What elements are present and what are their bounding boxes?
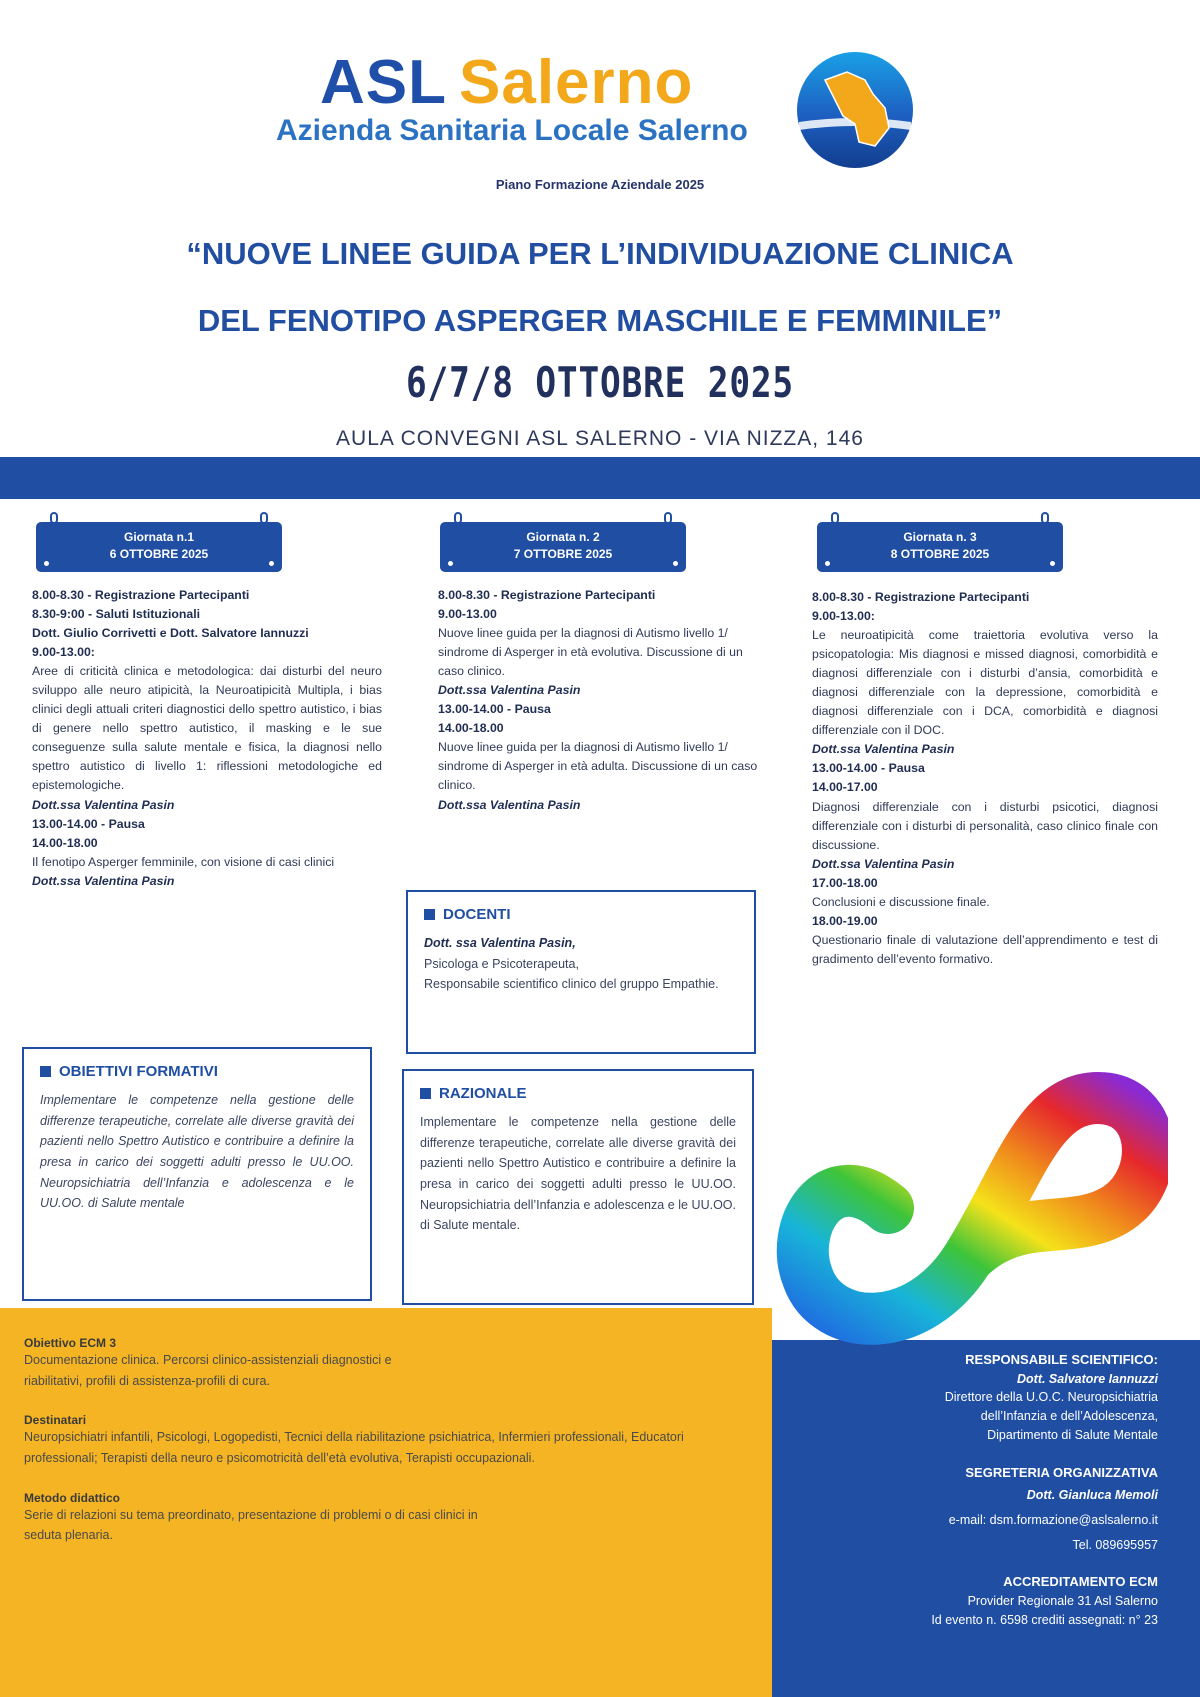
docenti-title: DOCENTI (443, 906, 511, 923)
day3-program-line: Le neuroatipicità come traiettoria evolutiva verso la psicopatologia: Mis diagnosi e missed diagnosi, comorbidità e diagnosi differenziale con i disturbi d’ansia, comorbidità e diagnosi differenziale con la depressione, comorbidità e diagnosi differenziale con i DCA, comorbidità e diagnosi differenziale con il DOC. (812, 628, 1158, 738)
day1-program-line: 13.00-14.00 - Pausa (32, 816, 145, 831)
day3-program-line: Conclusioni e discussione finale. (812, 894, 990, 909)
day2-date: 7 OTTOBRE 2025 (513, 546, 613, 561)
docenti-box (406, 890, 756, 1054)
day1-date: 6 OTTOBRE 2025 (109, 546, 209, 561)
logo-wordmark (320, 48, 694, 117)
segreteria-title: SEGRETERIA ORGANIZZATIVA (965, 1464, 1158, 1480)
day1-program-line: Dott.ssa Valentina Pasin (32, 873, 175, 888)
day1-program-line: Dott. Giulio Corrivetti e Dott. Salvatore Iannuzzi (32, 626, 309, 641)
day2-label: Giornata n. 2 (526, 530, 600, 544)
day3-program-line: Questionario finale di valutazione dell’apprendimento e test di gradimento dell’evento formativo. (812, 932, 1158, 966)
day1-label: Giornata n.1 (123, 530, 194, 544)
asl-logo (270, 48, 930, 158)
day1-program-line: Aree di criticità clinica e metodologica: dai disturbi del neuro sviluppo alle neuro atipicità, la Neuroatipicità Multipla, i bias clinici degli attuali criteri diagnostici dello spettro autistico, i bias di genere nello spettro autistico, il masking e le sue conseguenze sulla salute mentale e fisica, la diagnosi nello spettro autistico di livello 1: riflessioni metodologiche ed epistemologiche. (32, 664, 382, 793)
day3-program-line: Dott.ssa Valentina Pasin (812, 742, 955, 757)
ecm-info-panel (0, 1308, 772, 1697)
day3-date: 8 OTTOBRE 2025 (890, 546, 990, 561)
docenti-name: Dott. ssa Valentina Pasin, (424, 936, 576, 950)
day3-program-line: Diagnosi differenziale con i disturbi psicotici, diagnosi differenziale con i disturbi di personalità, caso clinico finale con discussione. (812, 799, 1158, 852)
event-venue: AULA CONVEGNI ASL SALERNO - VIA NIZZA, 146 (336, 427, 864, 450)
destinatari-title: Destinatari (24, 1413, 87, 1428)
square-bullet-icon (40, 1066, 51, 1077)
responsabile-role3: Dipartimento di Salute Mentale (987, 1427, 1158, 1442)
responsabile-name: Dott. Salvatore Iannuzzi (1017, 1371, 1158, 1386)
day2-program-line: 8.00-8.30 - Registrazione Partecipanti (438, 588, 656, 602)
razionale-box (402, 1069, 754, 1305)
obiettivi-title: OBIETTIVI FORMATIVI (59, 1063, 218, 1080)
docenti-desc: Responsabile scientifico clinico del gruppo Empathie. (424, 977, 719, 992)
day3-program (812, 588, 1158, 969)
obiettivi-box (22, 1047, 372, 1301)
logo-subtitle: Azienda Sanitaria Locale Salerno (276, 114, 748, 147)
destinatari-text: Neuropsichiatri infantili, Psicologi, Logopedisti, Tecnici della riabilitazione psichiatrica, Infermieri professionali, Educatori professionali; Terapisti della neuro e psicomotricità dell’età evolutiva, Terapisti occupazionali. (24, 1430, 684, 1465)
docenti-heading (424, 906, 738, 923)
day2-program-line: Nuove linee guida per la diagnosi di Autismo livello 1/ sindrome di Asperger in età adulta. Discussione di un caso clinico. (438, 740, 758, 793)
logo-asl-text: ASL (320, 48, 447, 117)
event-dates: 6/7/8 OTTOBRE 2025 (406, 358, 794, 407)
accreditamento-evento: Id evento n. 6598 crediti assegnati: n° 23 (931, 1612, 1158, 1627)
square-bullet-icon (420, 1088, 431, 1099)
day3-program-line: 8.00-8.30 - Registrazione Partecipanti (812, 590, 1030, 604)
responsabile-role2: dell’Infanzia e dell’Adolescenza, (980, 1409, 1158, 1423)
day2-program-line: 9.00-13.00 (438, 607, 497, 622)
obiettivi-heading (40, 1063, 354, 1080)
day2-header (440, 522, 686, 572)
responsabile-role1: Direttore della U.O.C. Neuropsichiatria (944, 1390, 1158, 1405)
segreteria-name: Dott. Gianluca Memoli (1026, 1488, 1158, 1502)
accreditamento-provider: Provider Regionale 31 Asl Salerno (967, 1593, 1158, 1608)
salerno-map-globe-icon (795, 50, 915, 170)
day2-program-line: Nuove linee guida per la diagnosi di Autismo livello 1/ sindrome di Asperger in età evolutiva. Discussione di un caso clinico. (438, 626, 743, 679)
day1-program-line: 9.00-13.00: (32, 645, 95, 660)
day3-program-line: 13.00-14.00 - Pausa (812, 761, 925, 776)
obiettivi-text: Implementare le competenze nella gestione delle differenze terapeutiche, correlate alle diverse gravità dei pazienti nello Spettro Autistico e contribuire a definire la presa in carico dei soggetti adulti presso le UU.OO. Neuropsichiatria dell’Infanzia e adolescenza e le UU.OO. di Salute mentale (40, 1093, 354, 1211)
metodo-title: Metodo didattico (24, 1490, 120, 1505)
event-title-line2: DEL FENOTIPO ASPERGER MASCHILE E FEMMINILE” (197, 303, 1003, 338)
day1-program-line: Il fenotipo Asperger femminile, con visione di casi clinici (32, 854, 335, 869)
day2-program-line: Dott.ssa Valentina Pasin (438, 683, 581, 698)
day2-program-line: Dott.ssa Valentina Pasin (438, 797, 581, 812)
ecm-title: Obiettivo ECM 3 (24, 1336, 117, 1350)
piano-formazione: Piano Formazione Aziendale 2025 (495, 177, 705, 192)
day3-label: Giornata n. 3 (903, 530, 977, 544)
docenti-text (424, 933, 738, 995)
segreteria-tel: Tel. 089695957 (1072, 1537, 1158, 1552)
ecm-text: Documentazione clinica. Percorsi clinico-assistenziali diagnostici e riabilitativi, profili di assistenza-profili di cura. (24, 1353, 392, 1388)
razionale-title: RAZIONALE (439, 1085, 527, 1102)
accreditamento-title: ACCREDITAMENTO ECM (1003, 1574, 1158, 1590)
segreteria-email[interactable]: e-mail: dsm.formazione@aslsalerno.it (948, 1512, 1158, 1527)
day3-program-line: 14.00-17.00 (812, 780, 878, 795)
day2-program-line: 14.00-18.00 (438, 721, 504, 736)
day1-program-line: 8.30-9:00 - Saluti Istituzionali (32, 607, 201, 622)
metodo-text: Serie di relazioni su tema preordinato, presentazione di problemi o di casi clinici in seduta plenaria. (24, 1507, 478, 1543)
day3-program-line: 17.00-18.00 (812, 875, 878, 890)
docenti-role: Psicologa e Psicoterapeuta, (424, 956, 579, 971)
day3-program-line: Dott.ssa Valentina Pasin (812, 856, 955, 871)
razionale-heading (420, 1085, 736, 1102)
blue-band (0, 457, 1200, 499)
square-bullet-icon (424, 909, 435, 920)
day2-program (438, 586, 760, 815)
day1-program-line: 8.00-8.30 - Registrazione Partecipanti (32, 588, 250, 602)
day3-program-line: 9.00-13.00: (812, 609, 875, 624)
day2-program-line: 13.00-14.00 - Pausa (438, 702, 551, 717)
day1-program-line: 14.00-18.00 (32, 835, 98, 850)
day3-header (817, 522, 1063, 572)
responsabile-title: RESPONSABILE SCIENTIFICO: (965, 1352, 1158, 1367)
event-title-line1: “NUOVE LINEE GUIDA PER L’INDIVIDUAZIONE CLINICA (186, 236, 1014, 271)
razionale-text: Implementare le competenze nella gestione delle differenze terapeutiche, correlate alle diverse gravità dei pazienti nello Spettro Autistico e contribuire a definire la presa in carico dei soggetti adulti presso le UU.OO. Neuropsichiatria dell’Infanzia e adolescenza e le UU.OO. di Salute mentale. (420, 1115, 736, 1233)
day3-program-line: 18.00-19.00 (812, 913, 878, 928)
day1-program (32, 586, 382, 891)
rainbow-infinity-icon (768, 1058, 1168, 1368)
logo-salerno-text: Salerno (459, 48, 694, 117)
contacts-panel (772, 1340, 1200, 1697)
day1-header (36, 522, 282, 572)
day1-program-line: Dott.ssa Valentina Pasin (32, 797, 175, 812)
